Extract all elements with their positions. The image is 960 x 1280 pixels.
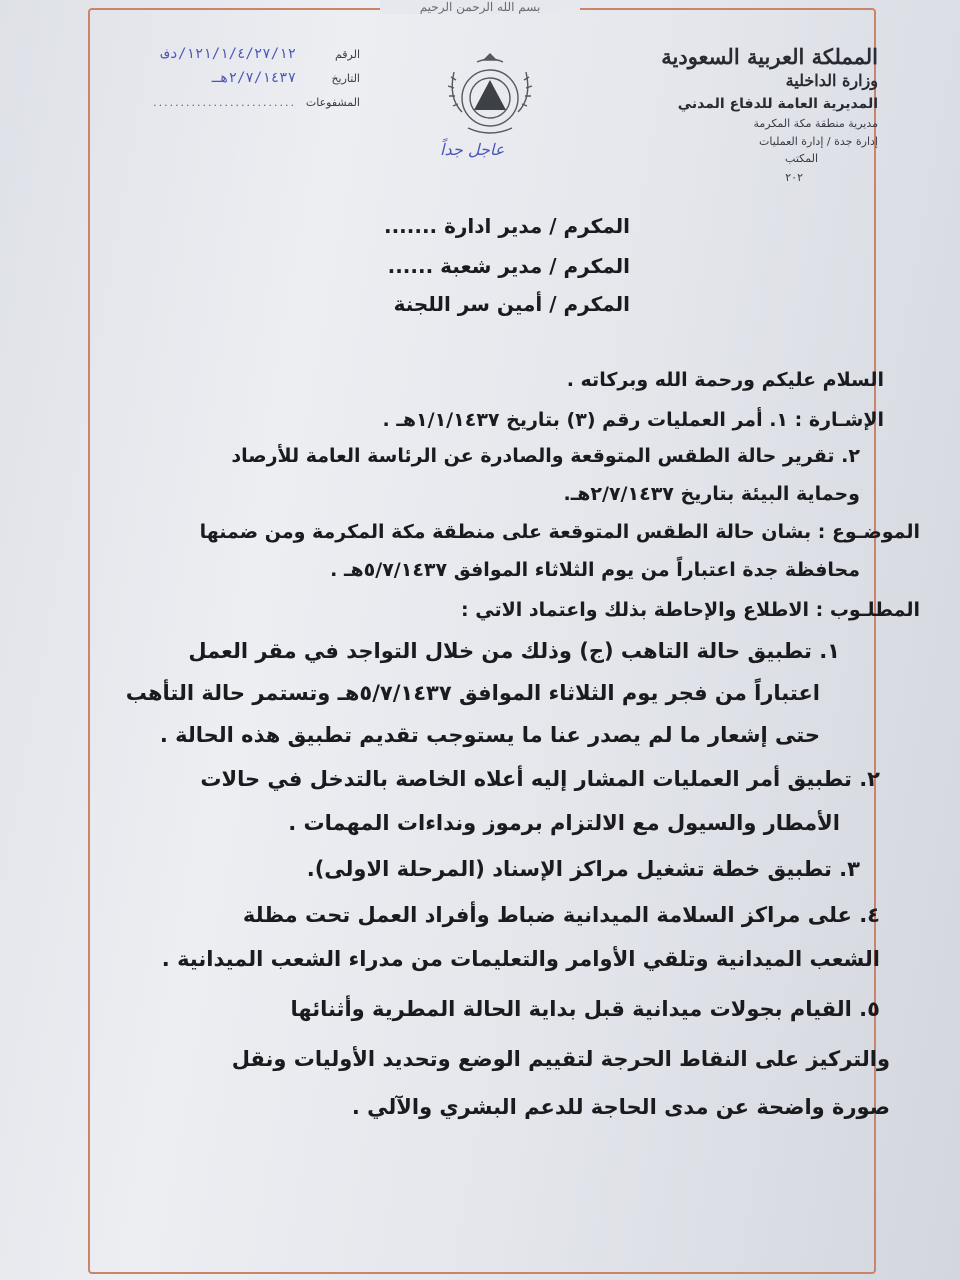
handwritten-note: عاجل جداً xyxy=(440,140,505,159)
required-heading: المطلـوب : الاطلاع والإحاطة بذلك واعتماد الاتي : xyxy=(461,599,920,621)
item-line-10: والتركيز على النقاط الحرجة لتقييم الوضع وتحديد الأوليات ونقل xyxy=(231,1047,890,1071)
reference-block xyxy=(110,42,360,114)
item-line-6: ٣. تطبيق خطة تشغيل مراكز الإسناد (المرحلة الاولى). xyxy=(306,857,860,881)
greeting: السلام عليكم ورحمة الله وبركاته . xyxy=(566,369,884,391)
directorate-name: المديرية العامة للدفاع المدني xyxy=(677,96,878,112)
date-label: التاريخ xyxy=(331,71,360,85)
subject-line-2: محافظة جدة اعتباراً من يوم الثلاثاء الموافق ٥/٧/١٤٣٧هـ . xyxy=(330,559,860,581)
item-line-11: صورة واضحة عن مدى الحاجة للدعم البشري والآلي . xyxy=(351,1095,890,1119)
number-row xyxy=(110,42,360,66)
reference-line-1: الإشـارة : ١. أمر العمليات رقم (٣) بتاريخ ١/١/١٤٣٧هـ . xyxy=(382,409,884,431)
date-value: ٢/٧/١٤٣٧هـ xyxy=(211,70,296,86)
reference-line-2: ٢. تقرير حالة الطقس المتوقعة والصادرة عن الرئاسة العامة للأرصاد xyxy=(231,445,860,467)
letterhead xyxy=(618,44,878,184)
item-line-4: ٢. تطبيق أمر العمليات المشار إليه أعلاه الخاصة بالتدخل في حالات xyxy=(200,767,880,791)
kingdom-name: المملكة العربية السعودية xyxy=(661,44,878,69)
reference-line-3: وحماية البيئة بتاريخ ٢/٧/١٤٣٧هـ. xyxy=(563,483,860,505)
civil-defense-emblem-icon xyxy=(430,40,550,144)
date-row xyxy=(110,66,360,90)
recipient-3: المكرم / أمين سر اللجنة xyxy=(393,292,630,316)
attachments-label: المشفوعات xyxy=(305,95,360,109)
ministry-name: وزارة الداخلية xyxy=(785,71,878,90)
attachments-blank: .......................... xyxy=(153,95,296,109)
region-name: مديرية منطقة مكة المكرمة xyxy=(753,117,878,130)
item-line-5: الأمطار والسيول مع الالتزام برموز ونداءات المهمات . xyxy=(288,811,840,835)
recipient-1: المكرم / مدير ادارة ....... xyxy=(383,214,630,238)
subject-line-1: الموضـوع : بشان حالة الطقس المتوقعة على منطقة مكة المكرمة ومن ضمنها xyxy=(199,521,920,543)
department-name: إدارة جدة / إدارة العمليات xyxy=(759,135,878,148)
item-line-9: ٥. القيام بجولات ميدانية قبل بداية الحالة المطرية وأثنائها xyxy=(290,997,880,1021)
number-label: الرقم xyxy=(334,47,360,61)
attachments-row xyxy=(110,90,360,114)
item-line-8: الشعب الميدانية وتلقي الأوامر والتعليمات من مدراء الشعب الميدانية . xyxy=(161,947,880,971)
recipient-2: المكرم / مدير شعبة ...... xyxy=(387,254,630,278)
item-line-7: ٤. على مراكز السلامة الميدانية ضباط وأفراد العمل تحت مظلة xyxy=(242,903,880,927)
number-value: ١٢١/١/٤/٢٧/١٢/دف xyxy=(161,46,296,62)
item-line-1: ١. تطبيق حالة التاهب (ج) وذلك من خلال التواجد في مقر العمل xyxy=(188,639,840,663)
office-number: ٢٠٢ xyxy=(785,171,803,184)
item-line-2: اعتباراً من فجر يوم الثلاثاء الموافق ٥/٧/١٤٣٧هـ وتستمر حالة التأهب xyxy=(125,681,820,705)
basmala-heading: بسم الله الرحمن الرحيم xyxy=(380,0,580,14)
item-line-3: حتى إشعار ما لم يصدر عنا ما يستوجب تقديم تطبيق هذه الحالة . xyxy=(159,723,820,747)
office-label: المكتب xyxy=(785,152,818,165)
